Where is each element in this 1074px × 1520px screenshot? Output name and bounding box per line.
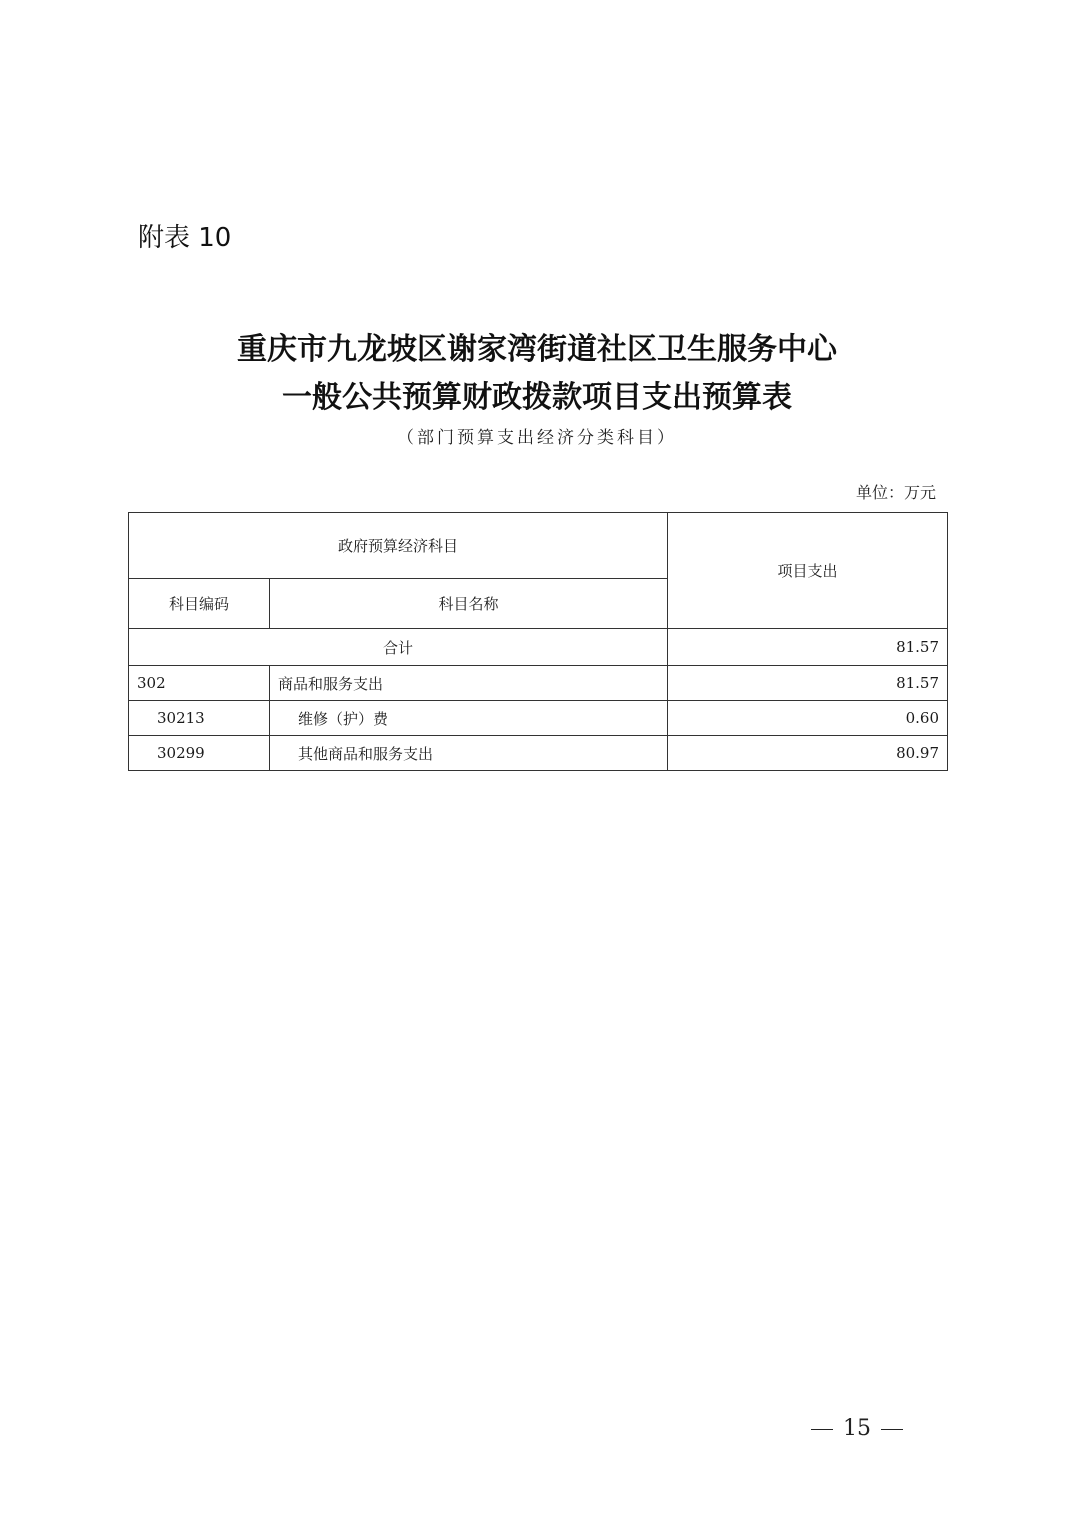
- header-gov-economic-subject: 政府预算经济科目: [129, 513, 668, 579]
- header-project-expenditure: 项目支出: [668, 513, 948, 629]
- subject-name: 维修（护）费: [270, 701, 668, 736]
- attachment-label: 附表 10: [138, 223, 232, 253]
- subject-code: 30299: [129, 736, 270, 771]
- subject-code: 302: [129, 666, 270, 701]
- budget-table: [128, 512, 948, 771]
- unit-label: 单位：万元: [855, 483, 936, 502]
- table-row: [129, 666, 948, 701]
- project-amount: 0.60: [668, 701, 948, 736]
- header-subject-code: 科目编码: [129, 579, 270, 629]
- total-label: 合计: [129, 629, 668, 666]
- header-subject-name: 科目名称: [270, 579, 668, 629]
- page-number-value: 15: [843, 1416, 871, 1441]
- total-amount: 81.57: [668, 629, 948, 666]
- table-row: [129, 736, 948, 771]
- page-number-dash-right: [881, 1429, 903, 1430]
- subject-code: 30213: [129, 701, 270, 736]
- document-subtitle: （部门预算支出经济分类科目）: [397, 428, 677, 448]
- project-amount: 81.57: [668, 666, 948, 701]
- document-title-line-2: 一般公共预算财政拨款项目支出预算表: [282, 380, 792, 415]
- subject-name: 商品和服务支出: [270, 666, 668, 701]
- table-row: [129, 701, 948, 736]
- page-number: [800, 1414, 914, 1444]
- document-title-line-1: 重庆市九龙坡区谢家湾街道社区卫生服务中心: [237, 332, 837, 367]
- page-number-dash-left: [811, 1429, 833, 1430]
- table-header-row-1: [129, 513, 948, 579]
- project-amount: 80.97: [668, 736, 948, 771]
- subject-name: 其他商品和服务支出: [270, 736, 668, 771]
- table-total-row: [129, 629, 948, 666]
